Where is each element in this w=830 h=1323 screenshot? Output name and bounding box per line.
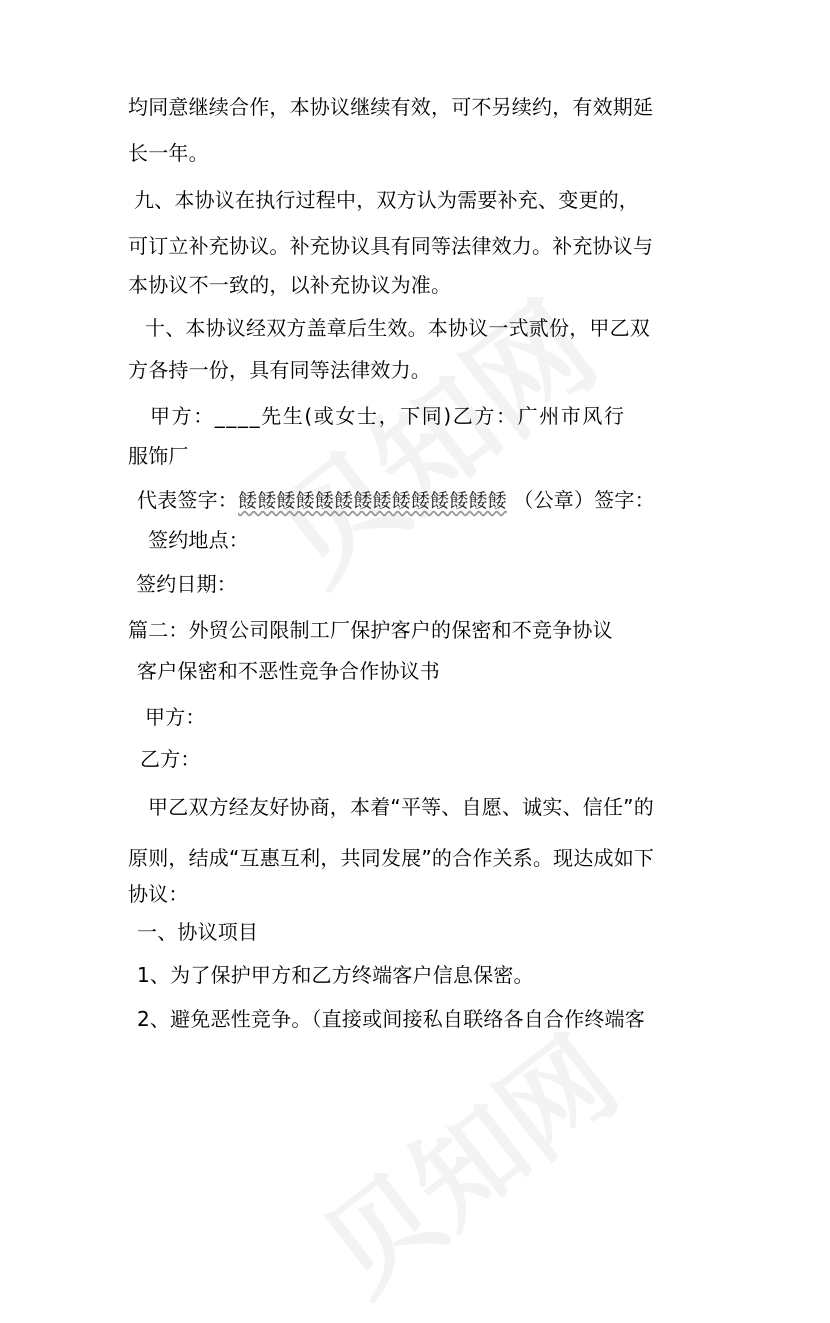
paragraph-line: 均同意继续合作，本协议继续有效，可不另续约，有效期延 <box>128 95 654 119</box>
paragraph-line: 甲乙双方经友好协商，本着“平等、自愿、诚实、信任”的 <box>148 795 654 819</box>
watermark <box>235 257 625 614</box>
signature-line <box>137 487 655 514</box>
party-a-b-line: 甲方：____先生(或女士，下同)乙方：广州市风行 <box>150 404 626 428</box>
clause-nine-line: 九、本协议在执行过程中，双方认为需要补充、变更的， <box>134 188 639 212</box>
paragraph-line: 可订立补充协议。补充协议具有同等法律效力。补充协议与 <box>128 234 654 258</box>
agreement-title: 客户保密和不恶性竞争合作协议书 <box>137 659 440 683</box>
garbled-text: 餧餧餧餧餧餧餧餧餧餧餧餧餧餧 <box>238 490 507 512</box>
watermark <box>286 995 643 1323</box>
party-a: 甲方： <box>145 705 206 729</box>
paragraph-line: 协议： <box>128 882 189 906</box>
section-heading: 一、协议项目 <box>137 920 259 944</box>
section-title: 篇二：外贸公司限制工厂保护客户的保密和不竞争协议 <box>128 618 613 642</box>
signing-date: 签约日期： <box>136 572 237 596</box>
signing-place: 签约地点： <box>148 528 249 552</box>
clause-ten-line: 十、本协议经双方盖章后生效。本协议一式贰份，甲乙双 <box>145 316 650 340</box>
paragraph-line: 原则，结成“互惠互利，共同发展”的合作关系。现达成如下 <box>128 846 655 870</box>
paragraph-line: 本协议不一致的，以补充协议为准。 <box>128 273 452 297</box>
paragraph-line: 服饰厂 <box>128 444 189 468</box>
list-item: 2、避免恶性竞争。（直接或间接私自联络各自合作终端客 <box>137 1007 645 1031</box>
list-item: 1、为了保护甲方和乙方终端客户信息保密。 <box>137 963 534 987</box>
signature-label: 代表签字： <box>137 488 238 512</box>
party-b: 乙方： <box>140 747 201 771</box>
paragraph-line: 长一年。 <box>128 141 209 165</box>
seal-signature-label: （公章）签字： <box>513 488 655 512</box>
paragraph-line: 方各持一份，具有同等法律效力。 <box>128 358 431 382</box>
